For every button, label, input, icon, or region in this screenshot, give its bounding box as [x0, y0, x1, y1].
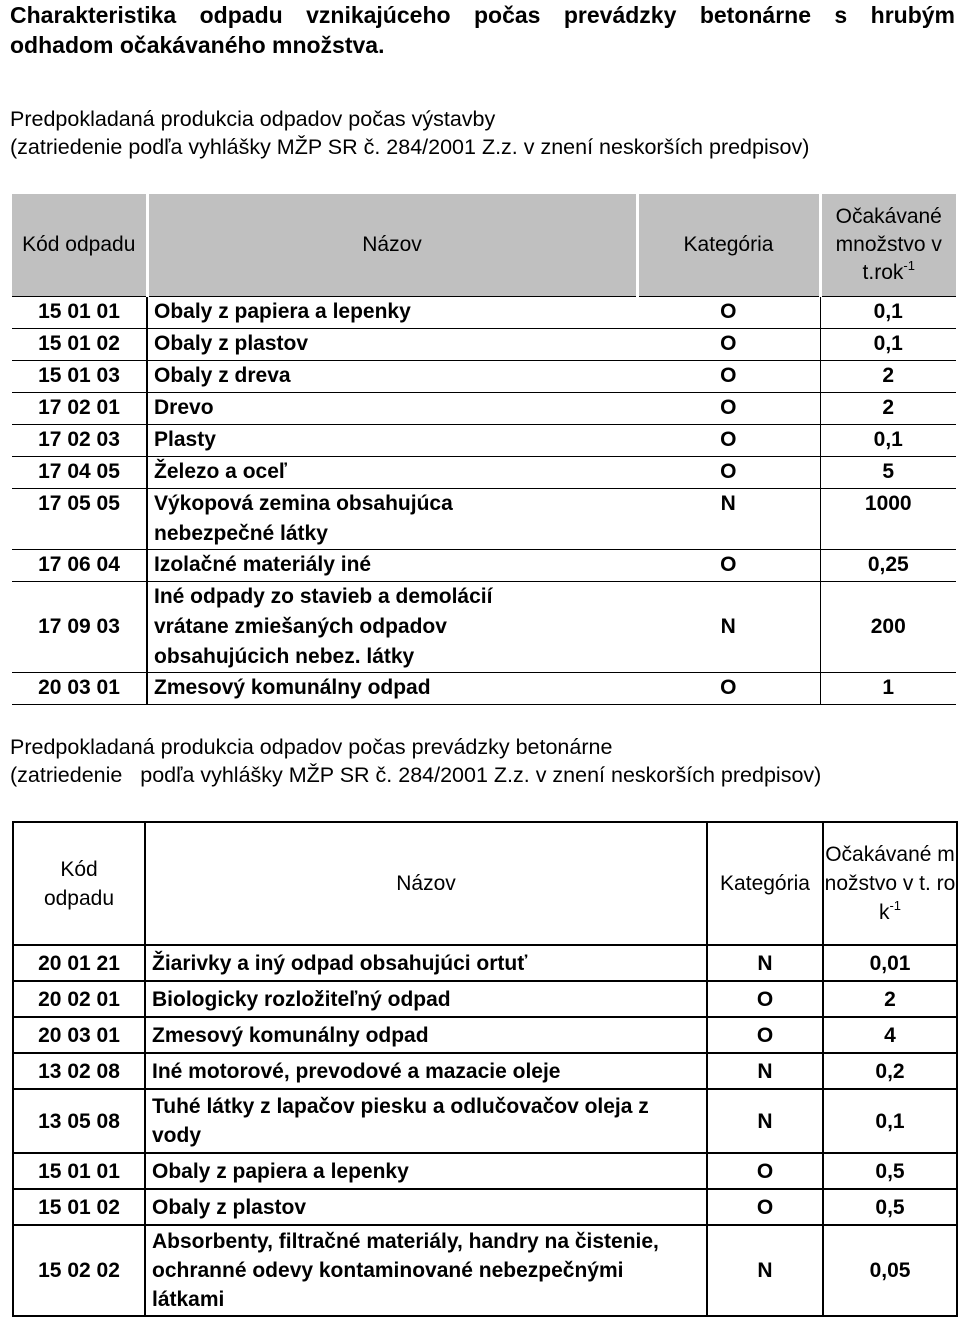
row-kod: 20 03 01: [13, 1017, 145, 1053]
row-kategoria: N: [707, 945, 823, 981]
table-row: [12, 296, 956, 328]
row-kod: 15 01 01: [12, 296, 147, 328]
row-mnozstvo: 1: [820, 672, 956, 704]
row-mnozstvo: 0,1: [820, 328, 956, 360]
row-kategoria: N: [707, 1089, 823, 1153]
table-row: [13, 981, 957, 1017]
row-nazov: Obaly z plastov: [145, 1189, 707, 1225]
row-kod: 17 02 03: [12, 424, 147, 456]
row-kategoria: O: [637, 672, 820, 704]
row-kod: 17 05 05: [12, 488, 147, 549]
row-mnozstvo: 2: [820, 360, 956, 392]
row-kategoria: O: [637, 360, 820, 392]
table-header-row: [12, 194, 956, 296]
table-row: [13, 1153, 957, 1189]
row-kod: 20 03 01: [12, 672, 147, 704]
row-nazov: Obaly z papiera a lepenky: [147, 296, 637, 328]
row-kategoria: O: [707, 1153, 823, 1189]
header-kategoria: [707, 822, 823, 945]
header-kod-text: Kód odpadu: [43, 857, 115, 910]
section-1-line-1: Predpokladaná produkcia odpadov počas výstavby: [10, 107, 496, 131]
row-mnozstvo: 1000: [820, 488, 956, 549]
table-row: [13, 1189, 957, 1225]
table-row: [13, 945, 957, 981]
row-mnozstvo: 0,2: [823, 1053, 957, 1089]
table-row: [13, 1225, 957, 1316]
header-mnozstvo-text: Očakávané množstvo v t. rok: [824, 843, 956, 924]
row-kategoria: O: [637, 392, 820, 424]
row-mnozstvo: 0,05: [823, 1225, 957, 1316]
row-kod: 17 02 01: [12, 392, 147, 424]
row-kod: 15 01 01: [13, 1153, 145, 1189]
row-kategoria: O: [637, 296, 820, 328]
row-kategoria: O: [707, 981, 823, 1017]
section-2-intro: [10, 733, 821, 789]
row-nazov: Zmesový komunálny odpad: [147, 672, 637, 704]
row-mnozstvo: 5: [820, 456, 956, 488]
heading-line-2: odhadom očakávaného množstva.: [10, 32, 385, 58]
header-nazov: Názov: [145, 822, 707, 945]
table-row: [12, 581, 956, 672]
section-1-intro: [10, 105, 809, 161]
row-kategoria: O: [707, 1189, 823, 1225]
row-mnozstvo: 4: [823, 1017, 957, 1053]
row-mnozstvo: 2: [820, 392, 956, 424]
row-nazov: Žiarivky a iný odpad obsahujúci ortuť: [145, 945, 707, 981]
row-nazov: Tuhé látky z lapačov piesku a odlučovačov oleja z vody: [145, 1089, 707, 1153]
row-mnozstvo: 200: [820, 581, 956, 672]
header-mnozstvo-text: Očakávané množstvo v t.rok: [835, 204, 942, 284]
row-mnozstvo: 2: [823, 981, 957, 1017]
heading-line-1: Charakteristika odpadu vznikajúceho počas prevádzky betonárne s hrubým: [10, 2, 955, 28]
row-kod: 15 01 02: [12, 328, 147, 360]
section-1-line-2: (zatriedenie podľa vyhlášky MŽP SR č. 284/2001 Z.z. v znení neskorších predpisov): [10, 135, 810, 159]
row-nazov: Iné odpady zo stavieb a demolácií vrátane zmiešaných odpadov obsahujúcich nebez. látky: [147, 581, 637, 672]
row-mnozstvo: 0,5: [823, 1189, 957, 1225]
row-kod: 15 02 02: [13, 1225, 145, 1316]
row-nazov: Biologicky rozložiteľný odpad: [145, 981, 707, 1017]
row-nazov: Izolačné materiály iné: [147, 549, 637, 581]
row-kategoria: N: [637, 581, 820, 672]
row-mnozstvo: 0,5: [823, 1153, 957, 1189]
row-nazov: Iné motorové, prevodové a mazacie oleje: [145, 1053, 707, 1089]
row-kategoria: N: [707, 1053, 823, 1089]
header-kod: [13, 822, 145, 945]
row-nazov: Železo a oceľ: [147, 456, 637, 488]
row-mnozstvo: 0,01: [823, 945, 957, 981]
row-kod: 15 01 03: [12, 360, 147, 392]
row-nazov: Absorbenty, filtračné materiály, handry na čistenie, ochranné odevy kontaminované nebezpečnými látkami: [145, 1225, 707, 1316]
row-mnozstvo: 0,1: [820, 296, 956, 328]
header-mnozstvo: [820, 194, 956, 296]
row-nazov: Zmesový komunálny odpad: [145, 1017, 707, 1053]
row-nazov: Obaly z dreva: [147, 360, 637, 392]
row-kod: 15 01 02: [13, 1189, 145, 1225]
table-row: [12, 456, 956, 488]
table-row: [12, 672, 956, 704]
header-mnozstvo: [823, 822, 957, 945]
row-kategoria: O: [637, 456, 820, 488]
row-kategoria: N: [707, 1225, 823, 1316]
operation-waste-table: [12, 821, 958, 1317]
row-kod: 20 02 01: [13, 981, 145, 1017]
header-kategoria: Kategória: [637, 194, 820, 296]
row-mnozstvo: 0,1: [820, 424, 956, 456]
row-kategoria: O: [637, 549, 820, 581]
header-kod: Kód odpadu: [12, 194, 147, 296]
header-mnozstvo-exponent: -1: [889, 898, 902, 913]
row-kod: 17 06 04: [12, 549, 147, 581]
row-mnozstvo: 0,25: [820, 549, 956, 581]
row-kategoria: O: [637, 328, 820, 360]
table-header-row: [13, 822, 957, 945]
row-kategoria: O: [707, 1017, 823, 1053]
document-heading: [10, 0, 955, 60]
table-row: [12, 488, 956, 549]
row-kod: 13 02 08: [13, 1053, 145, 1089]
table-row: [12, 328, 956, 360]
table-row: [12, 392, 956, 424]
section-2-line-1: Predpokladaná produkcia odpadov počas prevádzky betonárne: [10, 735, 613, 759]
row-nazov: Obaly z papiera a lepenky: [145, 1153, 707, 1189]
row-nazov: Plasty: [147, 424, 637, 456]
row-kod: 17 04 05: [12, 456, 147, 488]
table-row: [12, 549, 956, 581]
row-kod: 20 01 21: [13, 945, 145, 981]
construction-waste-table: [12, 194, 956, 705]
row-kod: 13 05 08: [13, 1089, 145, 1153]
table-row: [13, 1053, 957, 1089]
table-row: [12, 424, 956, 456]
section-2-line-2: (zatriedenie podľa vyhlášky MŽP SR č. 284/2001 Z.z. v znení neskorších predpisov): [10, 763, 822, 787]
row-kategoria: O: [637, 424, 820, 456]
header-kategoria-text: Kategória: [720, 872, 810, 895]
row-nazov: Obaly z plastov: [147, 328, 637, 360]
row-kategoria: N: [637, 488, 820, 549]
row-nazov: Drevo: [147, 392, 637, 424]
row-nazov: Výkopová zemina obsahujúca nebezpečné látky: [147, 488, 637, 549]
row-kod: 17 09 03: [12, 581, 147, 672]
row-mnozstvo: 0,1: [823, 1089, 957, 1153]
table-row: [13, 1017, 957, 1053]
header-mnozstvo-exponent: -1: [903, 257, 915, 273]
table-row: [13, 1089, 957, 1153]
header-nazov: Názov: [147, 194, 637, 296]
table-row: [12, 360, 956, 392]
